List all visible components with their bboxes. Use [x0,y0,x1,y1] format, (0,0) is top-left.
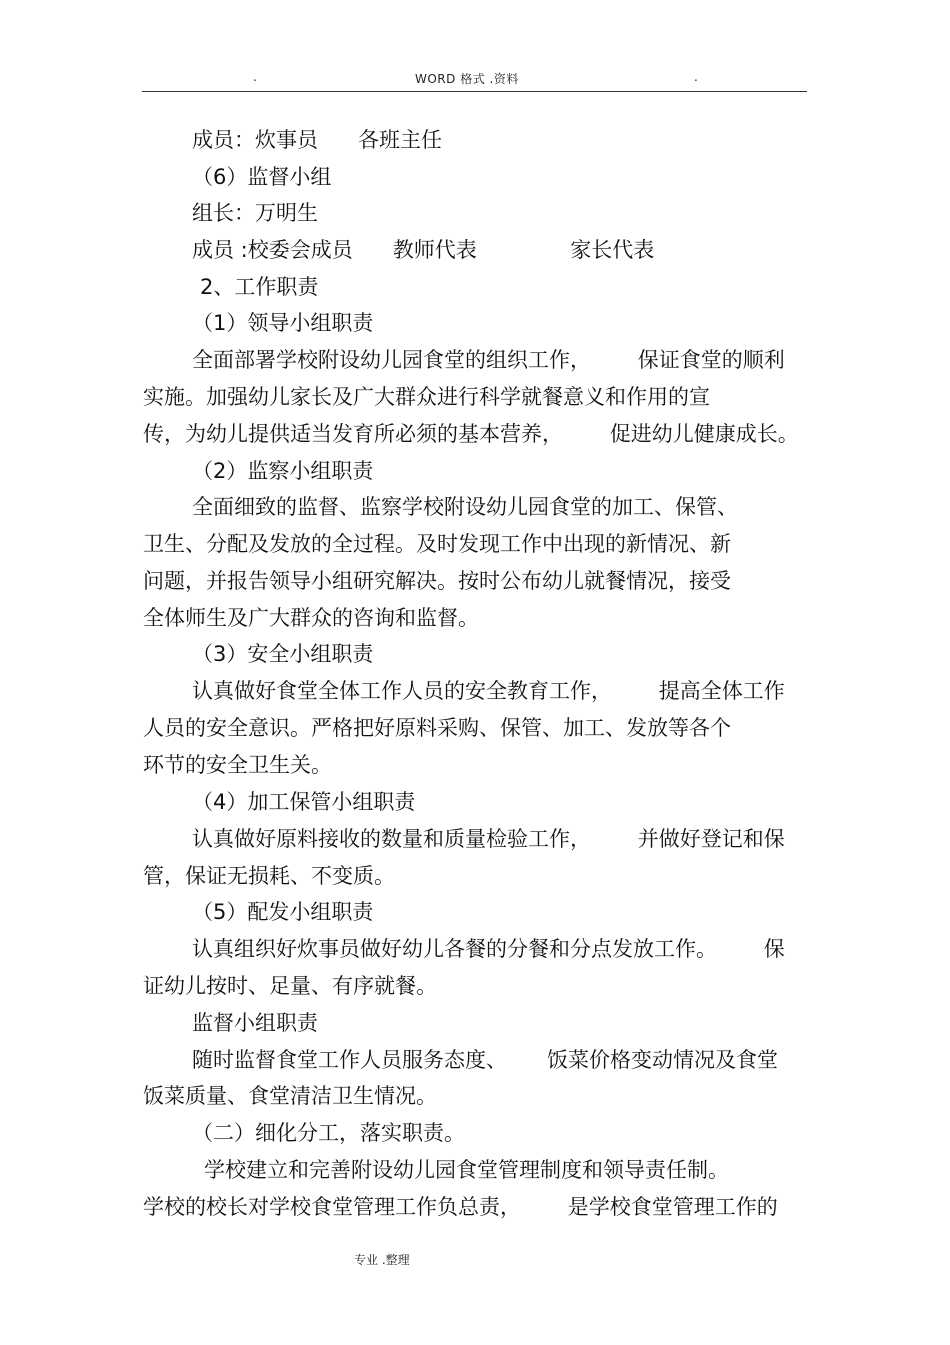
subsection-heading: （1）领导小组职责 [192,311,374,335]
body-line: 实施。加强幼儿家长及广大群众进行科学就餐意义和作用的宣 [143,385,710,409]
body-line: 饭菜质量、食堂清洁卫生情况。 [143,1084,437,1108]
section-heading: （二）细化分工，落实职责。 [192,1121,465,1145]
body-line: 成员 :校委会成员 教师代表 家长代表 [192,238,655,262]
body-line: 传，为幼儿提供适当发育所必须的基本营养， 促进幼儿健康成长。 [143,422,799,446]
body-line: 证幼儿按时、足量、有序就餐。 [143,974,437,998]
subsection-heading: （2）监察小组职责 [192,459,374,483]
subsection-heading: （4）加工保管小组职责 [192,790,416,814]
body-line: 成员：炊事员 各班主任 [192,128,443,152]
body-line: 管，保证无损耗、不变质。 [143,864,395,888]
page-header [0,70,950,92]
body-line: 全面部署学校附设幼儿园食堂的组织工作， 保证食堂的顺利 [192,348,785,372]
subsection-heading: （3）安全小组职责 [192,642,374,666]
body-line: 学校建立和完善附设幼儿园食堂管理制度和领导责任制。 [204,1158,729,1182]
body-line: 认真做好食堂全体工作人员的安全教育工作， 提高全体工作 [192,679,785,703]
body-line: 环节的安全卫生关。 [143,753,332,777]
body-line: （6）监督小组 [192,165,332,189]
body-line: 组长：万明生 [192,201,318,225]
body-line: 问题，并报告领导小组研究解决。按时公布幼儿就餐情况，接受 [143,569,731,593]
body-line: 认真组织好炊事员做好幼儿各餐的分餐和分点发放工作。 保 [192,937,785,961]
body-line: 全面细致的监督、监察学校附设幼儿园食堂的加工、保管、 [192,495,738,519]
subsection-heading: （5）配发小组职责 [192,900,374,924]
body-line: 学校的校长对学校食堂管理工作负总责， 是学校食堂管理工作的 [143,1195,778,1219]
body-line: 卫生、分配及发放的全过程。及时发现工作中出现的新情况、新 [143,532,731,556]
body-line: 随时监督食堂工作人员服务态度、 饭菜价格变动情况及食堂 [192,1048,779,1072]
header-dot-left: . [253,70,257,84]
page-footer: 专业 .整理 [354,1253,410,1267]
header-dot-right: . [694,70,698,84]
body-line: 人员的安全意识。严格把好原料采购、保管、加工、发放等各个 [143,716,731,740]
subsection-heading: 监督小组职责 [192,1011,318,1035]
header-rule [142,91,807,92]
body-line: 认真做好原料接收的数量和质量检验工作， 并做好登记和保 [192,827,785,851]
section-heading: 2、工作职责 [200,275,319,299]
header-title: WORD 格式 .资料 [415,72,519,86]
body-line: 全体师生及广大群众的咨询和监督。 [143,606,479,630]
